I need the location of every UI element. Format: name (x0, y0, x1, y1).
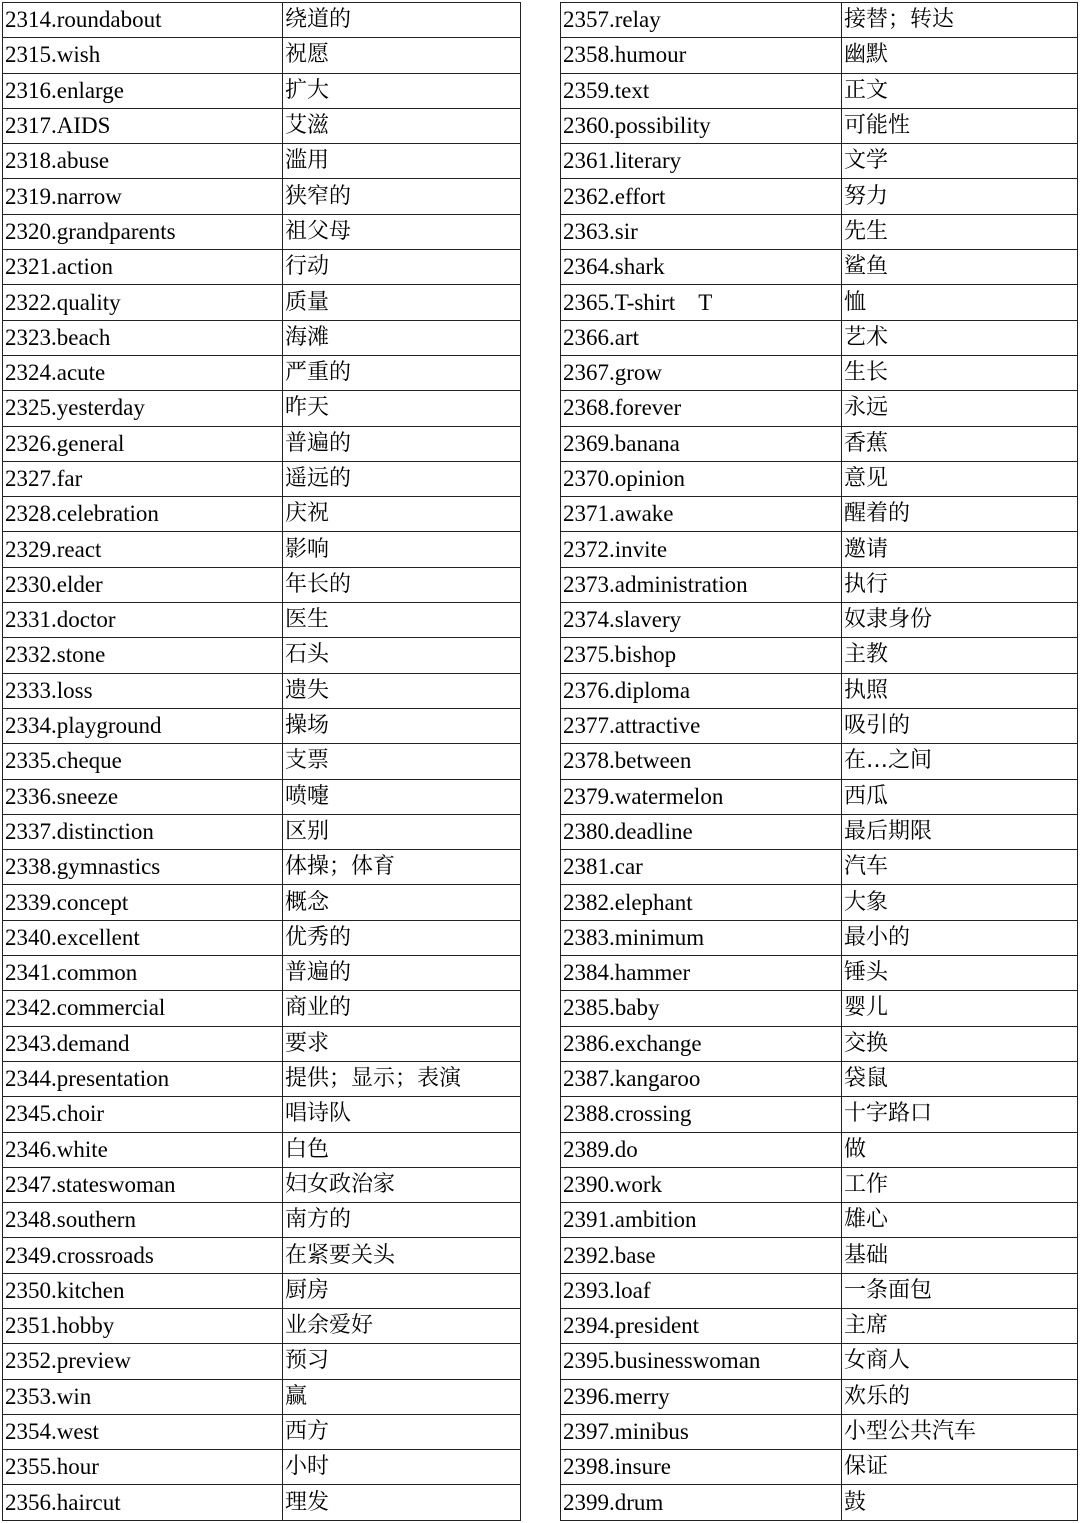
chinese-meaning-cell: 祝愿 (283, 38, 521, 73)
chinese-meaning-cell: 最小的 (842, 920, 1078, 955)
table-row (3, 673, 521, 708)
chinese-meaning-cell: 庆祝 (283, 497, 521, 532)
chinese-meaning-cell: 文学 (842, 144, 1078, 179)
chinese-meaning-cell: 幽默 (842, 38, 1078, 73)
table-row (561, 214, 1078, 249)
chinese-meaning-cell: 女商人 (842, 1344, 1078, 1379)
chinese-meaning-cell: 西瓜 (842, 779, 1078, 814)
table-row (561, 3, 1078, 38)
english-word-cell: 2381.car (561, 850, 842, 885)
chinese-meaning-cell: 要求 (283, 1026, 521, 1061)
english-word-cell: 2317.AIDS (3, 108, 283, 143)
english-word-cell: 2360.possibility (561, 108, 842, 143)
chinese-meaning-cell: 十字路口 (842, 1097, 1078, 1132)
table-row (3, 532, 521, 567)
table-row (3, 250, 521, 285)
english-word-cell: 2377.attractive (561, 708, 842, 743)
chinese-meaning-cell: 支票 (283, 744, 521, 779)
english-word-cell: 2353.win (3, 1379, 283, 1414)
table-row (561, 461, 1078, 496)
chinese-meaning-cell: 意见 (842, 461, 1078, 496)
chinese-meaning-cell: 执行 (842, 567, 1078, 602)
english-word-cell: 2379.watermelon (561, 779, 842, 814)
table-row (561, 1485, 1078, 1520)
english-word-cell: 2363.sir (561, 214, 842, 249)
table-row (3, 1485, 521, 1520)
table-row (3, 1203, 521, 1238)
chinese-meaning-cell: 滥用 (283, 144, 521, 179)
english-word-cell: 2357.relay (561, 3, 842, 38)
chinese-meaning-cell: 商业的 (283, 991, 521, 1026)
table-row (561, 1379, 1078, 1414)
table-row (3, 1344, 521, 1379)
table-row (561, 38, 1078, 73)
chinese-meaning-cell: 理发 (283, 1485, 521, 1520)
table-row (3, 461, 521, 496)
chinese-meaning-cell: 可能性 (842, 108, 1078, 143)
chinese-meaning-cell: 业余爱好 (283, 1308, 521, 1343)
english-word-cell: 2330.elder (3, 567, 283, 602)
english-word-cell: 2342.commercial (3, 991, 283, 1026)
chinese-meaning-cell: 先生 (842, 214, 1078, 249)
english-word-cell: 2327.far (3, 461, 283, 496)
english-word-cell: 2368.forever (561, 391, 842, 426)
table-row (561, 673, 1078, 708)
english-word-cell: 2347.stateswoman (3, 1167, 283, 1202)
english-word-cell: 2352.preview (3, 1344, 283, 1379)
english-word-cell: 2336.sneeze (3, 779, 283, 814)
english-word-cell: 2332.stone (3, 638, 283, 673)
table-row (561, 391, 1078, 426)
table-row (561, 1238, 1078, 1273)
chinese-meaning-cell: 汽车 (842, 850, 1078, 885)
english-word-cell: 2376.diploma (561, 673, 842, 708)
table-row (3, 567, 521, 602)
english-word-cell: 2337.distinction (3, 814, 283, 849)
chinese-meaning-cell: 基础 (842, 1238, 1078, 1273)
chinese-meaning-cell: 区别 (283, 814, 521, 849)
chinese-meaning-cell: 交换 (842, 1026, 1078, 1061)
table-row (561, 920, 1078, 955)
table-row (3, 1273, 521, 1308)
chinese-meaning-cell: 保证 (842, 1450, 1078, 1485)
english-word-cell: 2369.banana (561, 426, 842, 461)
chinese-meaning-cell: 喷嚏 (283, 779, 521, 814)
english-word-cell: 2389.do (561, 1132, 842, 1167)
chinese-meaning-cell: 医生 (283, 603, 521, 638)
chinese-meaning-cell: 正文 (842, 73, 1078, 108)
chinese-meaning-cell: 主教 (842, 638, 1078, 673)
table-row (3, 1414, 521, 1449)
vocab-table-left (2, 2, 521, 1521)
chinese-meaning-cell: 概念 (283, 885, 521, 920)
table-row (3, 1097, 521, 1132)
table-row (3, 179, 521, 214)
vocab-table-right-body (561, 3, 1078, 1521)
chinese-meaning-cell: 海滩 (283, 320, 521, 355)
table-row (561, 355, 1078, 390)
table-row (561, 850, 1078, 885)
table-row (561, 708, 1078, 743)
table-row (3, 1308, 521, 1343)
english-word-cell: 2326.general (3, 426, 283, 461)
chinese-meaning-cell: 在紧要关头 (283, 1238, 521, 1273)
english-word-cell: 2396.merry (561, 1379, 842, 1414)
english-word-cell: 2321.action (3, 250, 283, 285)
table-row (3, 1132, 521, 1167)
english-word-cell: 2340.excellent (3, 920, 283, 955)
table-row (3, 108, 521, 143)
english-word-cell: 2333.loss (3, 673, 283, 708)
table-row (561, 1203, 1078, 1238)
table-row (561, 744, 1078, 779)
table-row (3, 1379, 521, 1414)
english-word-cell: 2325.yesterday (3, 391, 283, 426)
table-row (561, 603, 1078, 638)
table-row (561, 1061, 1078, 1096)
english-word-cell: 2370.opinion (561, 461, 842, 496)
chinese-meaning-cell: 小型公共汽车 (842, 1414, 1078, 1449)
english-word-cell: 2399.drum (561, 1485, 842, 1520)
english-word-cell: 2315.wish (3, 38, 283, 73)
english-word-cell: 2364.shark (561, 250, 842, 285)
chinese-meaning-cell: 预习 (283, 1344, 521, 1379)
table-row (3, 391, 521, 426)
english-word-cell: 2322.quality (3, 285, 283, 320)
english-word-cell: 2374.slavery (561, 603, 842, 638)
english-word-cell: 2390.work (561, 1167, 842, 1202)
english-word-cell: 2371.awake (561, 497, 842, 532)
english-word-cell: 2339.concept (3, 885, 283, 920)
chinese-meaning-cell: 严重的 (283, 355, 521, 390)
chinese-meaning-cell: 遥远的 (283, 461, 521, 496)
english-word-cell: 2328.celebration (3, 497, 283, 532)
table-row (561, 320, 1078, 355)
english-word-cell: 2331.doctor (3, 603, 283, 638)
english-word-cell: 2351.hobby (3, 1308, 283, 1343)
table-row (3, 426, 521, 461)
table-row (561, 885, 1078, 920)
chinese-meaning-cell: 质量 (283, 285, 521, 320)
table-row (3, 144, 521, 179)
table-row (3, 38, 521, 73)
english-word-cell: 2335.cheque (3, 744, 283, 779)
english-word-cell: 2318.abuse (3, 144, 283, 179)
vocab-table-right (560, 2, 1078, 1521)
table-row (561, 250, 1078, 285)
chinese-meaning-cell: 奴隶身份 (842, 603, 1078, 638)
english-word-cell: 2338.gymnastics (3, 850, 283, 885)
table-row (561, 144, 1078, 179)
chinese-meaning-cell: 赢 (283, 1379, 521, 1414)
english-word-cell: 2367.grow (561, 355, 842, 390)
table-row (561, 638, 1078, 673)
chinese-meaning-cell: 邀请 (842, 532, 1078, 567)
chinese-meaning-cell: 昨天 (283, 391, 521, 426)
table-row (561, 179, 1078, 214)
table-row (561, 1308, 1078, 1343)
english-word-cell: 2344.presentation (3, 1061, 283, 1096)
chinese-meaning-cell: 南方的 (283, 1203, 521, 1238)
english-word-cell: 2386.exchange (561, 1026, 842, 1061)
table-row (561, 73, 1078, 108)
table-row (3, 744, 521, 779)
english-word-cell: 2341.common (3, 956, 283, 991)
english-word-cell: 2358.humour (561, 38, 842, 73)
table-row (561, 1450, 1078, 1485)
english-word-cell: 2384.hammer (561, 956, 842, 991)
table-row (561, 497, 1078, 532)
english-word-cell: 2385.baby (561, 991, 842, 1026)
chinese-meaning-cell: 绕道的 (283, 3, 521, 38)
english-word-cell: 2343.demand (3, 1026, 283, 1061)
table-row (561, 1132, 1078, 1167)
english-word-cell: 2348.southern (3, 1203, 283, 1238)
chinese-meaning-cell: 影响 (283, 532, 521, 567)
table-row (561, 779, 1078, 814)
table-row (561, 991, 1078, 1026)
table-row (3, 285, 521, 320)
table-row (561, 1273, 1078, 1308)
table-row (3, 603, 521, 638)
english-word-cell: 2382.elephant (561, 885, 842, 920)
english-word-cell: 2395.businesswoman (561, 1344, 842, 1379)
english-word-cell: 2345.choir (3, 1097, 283, 1132)
english-word-cell: 2394.president (561, 1308, 842, 1343)
table-row (561, 956, 1078, 991)
table-row (3, 850, 521, 885)
english-word-cell: 2361.literary (561, 144, 842, 179)
chinese-meaning-cell: 在…之间 (842, 744, 1078, 779)
english-word-cell: 2366.art (561, 320, 842, 355)
english-word-cell: 2329.react (3, 532, 283, 567)
english-word-cell: 2359.text (561, 73, 842, 108)
english-word-cell: 2372.invite (561, 532, 842, 567)
chinese-meaning-cell: 提供；显示；表演 (283, 1061, 521, 1096)
english-word-cell: 2355.hour (3, 1450, 283, 1485)
table-row (3, 214, 521, 249)
table-row (561, 532, 1078, 567)
table-row (3, 73, 521, 108)
chinese-meaning-cell: 遗失 (283, 673, 521, 708)
chinese-meaning-cell: 生长 (842, 355, 1078, 390)
chinese-meaning-cell: 接替；转达 (842, 3, 1078, 38)
chinese-meaning-cell: 西方 (283, 1414, 521, 1449)
english-word-cell: 2393.loaf (561, 1273, 842, 1308)
table-row (3, 1026, 521, 1061)
table-row (3, 920, 521, 955)
table-row (3, 1450, 521, 1485)
chinese-meaning-cell: 艺术 (842, 320, 1078, 355)
vocab-table-left-body (3, 3, 521, 1521)
chinese-meaning-cell: 吸引的 (842, 708, 1078, 743)
chinese-meaning-cell: 唱诗队 (283, 1097, 521, 1132)
english-word-cell: 2320.grandparents (3, 214, 283, 249)
english-word-cell: 2356.haircut (3, 1485, 283, 1520)
english-word-cell: 2391.ambition (561, 1203, 842, 1238)
table-row (561, 567, 1078, 602)
table-row (3, 497, 521, 532)
chinese-meaning-cell: 一条面包 (842, 1273, 1078, 1308)
chinese-meaning-cell: 普遍的 (283, 426, 521, 461)
table-row (561, 1344, 1078, 1379)
table-row (561, 108, 1078, 143)
chinese-meaning-cell: 祖父母 (283, 214, 521, 249)
chinese-meaning-cell: 优秀的 (283, 920, 521, 955)
english-word-cell: 2362.effort (561, 179, 842, 214)
chinese-meaning-cell: 小时 (283, 1450, 521, 1485)
english-word-cell: 2349.crossroads (3, 1238, 283, 1273)
table-row (3, 355, 521, 390)
chinese-meaning-cell: 年长的 (283, 567, 521, 602)
chinese-meaning-cell: 鼓 (842, 1485, 1078, 1520)
english-word-cell: 2373.administration (561, 567, 842, 602)
chinese-meaning-cell: 体操；体育 (283, 850, 521, 885)
table-row (3, 708, 521, 743)
chinese-meaning-cell: 婴儿 (842, 991, 1078, 1026)
chinese-meaning-cell: 妇女政治家 (283, 1167, 521, 1202)
table-row (561, 814, 1078, 849)
chinese-meaning-cell: 主席 (842, 1308, 1078, 1343)
english-word-cell: 2323.beach (3, 320, 283, 355)
table-row (3, 1061, 521, 1096)
english-word-cell: 2354.west (3, 1414, 283, 1449)
table-row (3, 956, 521, 991)
table-row (561, 1026, 1078, 1061)
english-word-cell: 2324.acute (3, 355, 283, 390)
english-word-cell: 2375.bishop (561, 638, 842, 673)
english-word-cell: 2378.between (561, 744, 842, 779)
chinese-meaning-cell: 最后期限 (842, 814, 1078, 849)
chinese-meaning-cell: 恤 (842, 285, 1078, 320)
table-row (561, 1097, 1078, 1132)
english-word-cell: 2365.T-shirt T (561, 285, 842, 320)
english-word-cell: 2397.minibus (561, 1414, 842, 1449)
chinese-meaning-cell: 执照 (842, 673, 1078, 708)
table-row (561, 426, 1078, 461)
chinese-meaning-cell: 石头 (283, 638, 521, 673)
chinese-meaning-cell: 袋鼠 (842, 1061, 1078, 1096)
chinese-meaning-cell: 做 (842, 1132, 1078, 1167)
english-word-cell: 2387.kangaroo (561, 1061, 842, 1096)
table-row (3, 991, 521, 1026)
chinese-meaning-cell: 普遍的 (283, 956, 521, 991)
table-row (3, 638, 521, 673)
table-row (561, 285, 1078, 320)
chinese-meaning-cell: 大象 (842, 885, 1078, 920)
chinese-meaning-cell: 永远 (842, 391, 1078, 426)
chinese-meaning-cell: 锤头 (842, 956, 1078, 991)
english-word-cell: 2334.playground (3, 708, 283, 743)
chinese-meaning-cell: 操场 (283, 708, 521, 743)
english-word-cell: 2398.insure (561, 1450, 842, 1485)
english-word-cell: 2350.kitchen (3, 1273, 283, 1308)
chinese-meaning-cell: 厨房 (283, 1273, 521, 1308)
english-word-cell: 2346.white (3, 1132, 283, 1167)
chinese-meaning-cell: 鲨鱼 (842, 250, 1078, 285)
table-row (3, 320, 521, 355)
chinese-meaning-cell: 工作 (842, 1167, 1078, 1202)
english-word-cell: 2392.base (561, 1238, 842, 1273)
chinese-meaning-cell: 行动 (283, 250, 521, 285)
chinese-meaning-cell: 艾滋 (283, 108, 521, 143)
table-row (3, 814, 521, 849)
table-row (561, 1414, 1078, 1449)
english-word-cell: 2319.narrow (3, 179, 283, 214)
chinese-meaning-cell: 狭窄的 (283, 179, 521, 214)
chinese-meaning-cell: 欢乐的 (842, 1379, 1078, 1414)
table-row (3, 3, 521, 38)
table-row (3, 1167, 521, 1202)
chinese-meaning-cell: 醒着的 (842, 497, 1078, 532)
chinese-meaning-cell: 雄心 (842, 1203, 1078, 1238)
english-word-cell: 2314.roundabout (3, 3, 283, 38)
english-word-cell: 2380.deadline (561, 814, 842, 849)
english-word-cell: 2316.enlarge (3, 73, 283, 108)
table-row (561, 1167, 1078, 1202)
chinese-meaning-cell: 香蕉 (842, 426, 1078, 461)
table-row (3, 885, 521, 920)
chinese-meaning-cell: 努力 (842, 179, 1078, 214)
english-word-cell: 2388.crossing (561, 1097, 842, 1132)
table-row (3, 1238, 521, 1273)
table-row (3, 779, 521, 814)
chinese-meaning-cell: 白色 (283, 1132, 521, 1167)
chinese-meaning-cell: 扩大 (283, 73, 521, 108)
english-word-cell: 2383.minimum (561, 920, 842, 955)
